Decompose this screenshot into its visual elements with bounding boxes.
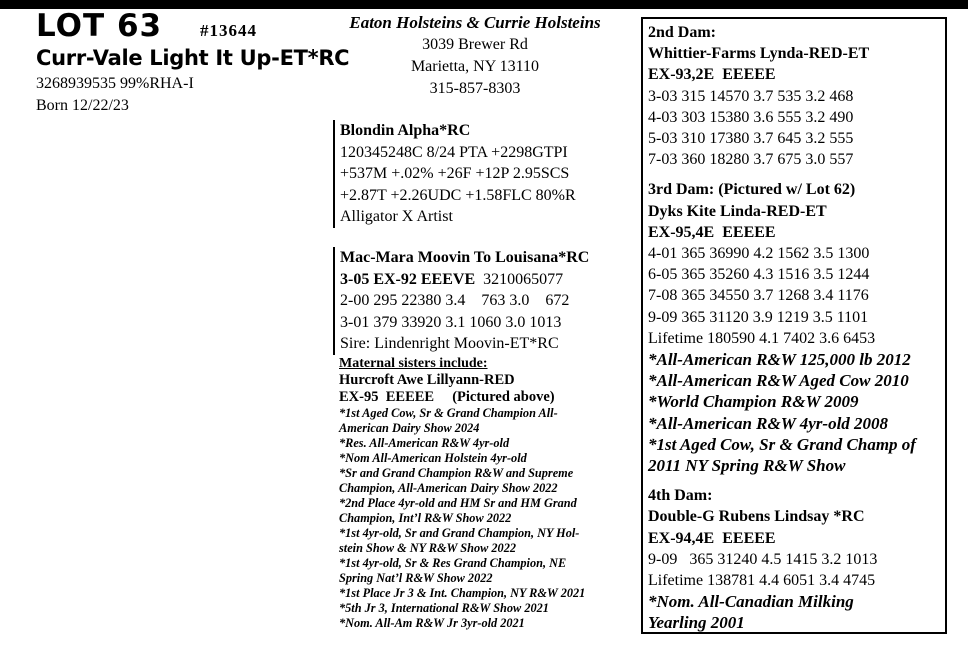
third-dam-award: *1st Aged Cow, Sr & Grand Champ of: [648, 434, 916, 454]
third-dam-record: 4-01 365 36990 4.2 1562 3.5 1300: [648, 245, 870, 263]
award-line: stein Show & NY R&W Show 2022: [339, 541, 516, 555]
third-dam-award: *All-American R&W 4yr-old 2008: [648, 413, 889, 433]
sire-block: [333, 120, 576, 228]
award-line: *1st 4yr-old, Sr & Res Grand Champion, NE: [339, 556, 567, 570]
third-dam-record: 7-08 365 34550 3.7 1268 3.4 1176: [648, 287, 869, 305]
third-dam-award: *All-American R&W 125,000 lb 2012: [648, 350, 911, 370]
second-dam-heading: 2nd Dam:: [648, 24, 717, 41]
second-dam-record: 7-03 360 18280 3.7 675 3.0 557: [648, 151, 854, 169]
dam-pedigree-box: [641, 17, 947, 634]
award-line: Spring Nat’l R&W Show 2022: [339, 571, 493, 585]
award-line: *1st Aged Cow, Sr & Grand Champion All-: [339, 406, 558, 420]
sire-name: Blondin Alpha*RC: [340, 122, 471, 139]
registration-line: 3268939535 99%RHA-I: [36, 75, 194, 92]
third-dam-award: *All-American R&W Aged Cow 2010: [648, 371, 909, 391]
dam-classification: 3-05 EX-92 EEEVE: [340, 270, 476, 288]
award-line: *Sr and Grand Champion R&W and Supreme: [339, 466, 574, 480]
dam-registration: 3210065077: [475, 270, 564, 288]
sister-name: Hurcroft Awe Lillyann-RED: [339, 372, 515, 388]
fourth-dam-award: *Nom. All-Canadian Milking: [648, 592, 854, 612]
third-dam-heading: 3rd Dam: (Pictured w/ Lot 62): [648, 181, 856, 199]
award-line: *Res. All-American R&W 4yr-old: [339, 436, 510, 450]
award-line: *1st 4yr-old, Sr and Grand Champion, NY Hol-: [339, 526, 580, 540]
second-dam-record: 3-03 315 14570 3.7 535 3.2 468: [648, 87, 854, 105]
maternal-sisters: [339, 355, 585, 631]
breeder-address: 3039 Brewer Rd: [422, 36, 528, 53]
breeder-phone: 315-857-8303: [429, 80, 521, 97]
third-dam-record: 6-05 365 35260 4.3 1516 3.5 1244: [648, 266, 870, 284]
dam-block: [333, 247, 589, 355]
award-line: *1st Place Jr 3 & Int. Champion, NY R&W 2021: [339, 586, 586, 600]
fourth-dam-name: Double-G Rubens Lindsay *RC: [648, 508, 865, 526]
fourth-dam-award: Yearling 2001: [648, 613, 745, 633]
dam-record: 3-01 379 33920 3.1 1060 3.0 1013: [340, 313, 562, 331]
sale-number: #13644: [200, 21, 257, 40]
sire-line: Alligator X Artist: [340, 208, 453, 225]
birth-date: Born 12/22/23: [36, 97, 129, 114]
third-dam-record: 9-09 365 31120 3.9 1219 3.5 1101: [648, 308, 869, 326]
breeder-name: Eaton Holsteins & Currie Holsteins: [349, 13, 601, 32]
fourth-dam-record: 9-09 365 31240 4.5 1415 3.2 1013: [648, 550, 878, 568]
award-line: American Dairy Show 2024: [339, 421, 480, 435]
award-line: *2nd Place 4yr-old and HM Sr and HM Grand: [339, 496, 577, 510]
dam-record: 2-00 295 22380 3.4 763 3.0 672: [340, 292, 570, 309]
sire-line: 120345248C 8/24 PTA +2298GTPI: [340, 143, 568, 161]
award-line: Champion, All-American Dairy Show 2022: [339, 481, 558, 495]
second-dam-classification: EX-93,2E EEEEE: [648, 66, 776, 84]
third-dam-lifetime: Lifetime 180590 4.1 7402 3.6 6453: [648, 329, 876, 347]
fourth-dam-heading: 4th Dam:: [648, 487, 713, 505]
third-dam-classification: EX-95,4E EEEEE: [648, 223, 776, 241]
sire-line: +2.87T +2.26UDC +1.58FLC 80%R: [340, 186, 576, 204]
third-dam-award: 2011 NY Spring R&W Show: [648, 456, 846, 476]
award-line: Champion, Int’l R&W Show 2022: [339, 511, 512, 525]
second-dam-record: 4-03 303 15380 3.6 555 3.2 490: [648, 108, 854, 126]
breeder-block: [330, 12, 620, 100]
lot-label: LOT 63: [36, 8, 163, 44]
fourth-dam-classification: EX-94,4E EEEEE: [648, 529, 776, 547]
dam-name: Mac-Mara Moovin To Louisana*RC: [340, 249, 590, 266]
breeder-city: Marietta, NY 13110: [410, 58, 540, 75]
award-line: *Nom. All-Am R&W Jr 3yr-old 2021: [339, 616, 525, 630]
fourth-dam-lifetime: Lifetime 138781 4.4 6051 3.4 4745: [648, 572, 876, 590]
third-dam-name: Dyks Kite Linda-RED-ET: [648, 202, 827, 220]
second-dam-record: 5-03 310 17380 3.7 645 3.2 555: [648, 130, 854, 148]
dam-class-line: [340, 269, 589, 291]
sister-awards: [339, 406, 585, 631]
sister-classification: EX-95 EEEEE (Pictured above): [339, 389, 555, 405]
award-line: *5th Jr 3, International R&W Show 2021: [339, 601, 549, 615]
maternal-heading: Maternal sisters include:: [339, 356, 488, 371]
sire-line: +537M +.02% +26F +12P 2.95SCS: [340, 165, 570, 182]
third-dam-award: *World Champion R&W 2009: [648, 392, 859, 412]
second-dam-name: Whittier-Farms Lynda-RED-ET: [648, 45, 870, 63]
animal-name: Curr-Vale Light It Up-ET*RC: [36, 46, 350, 70]
dam-sire-line: Sire: Lindenright Moovin-ET*RC: [340, 335, 559, 352]
award-line: *Nom All-American Holstein 4yr-old: [339, 451, 527, 465]
